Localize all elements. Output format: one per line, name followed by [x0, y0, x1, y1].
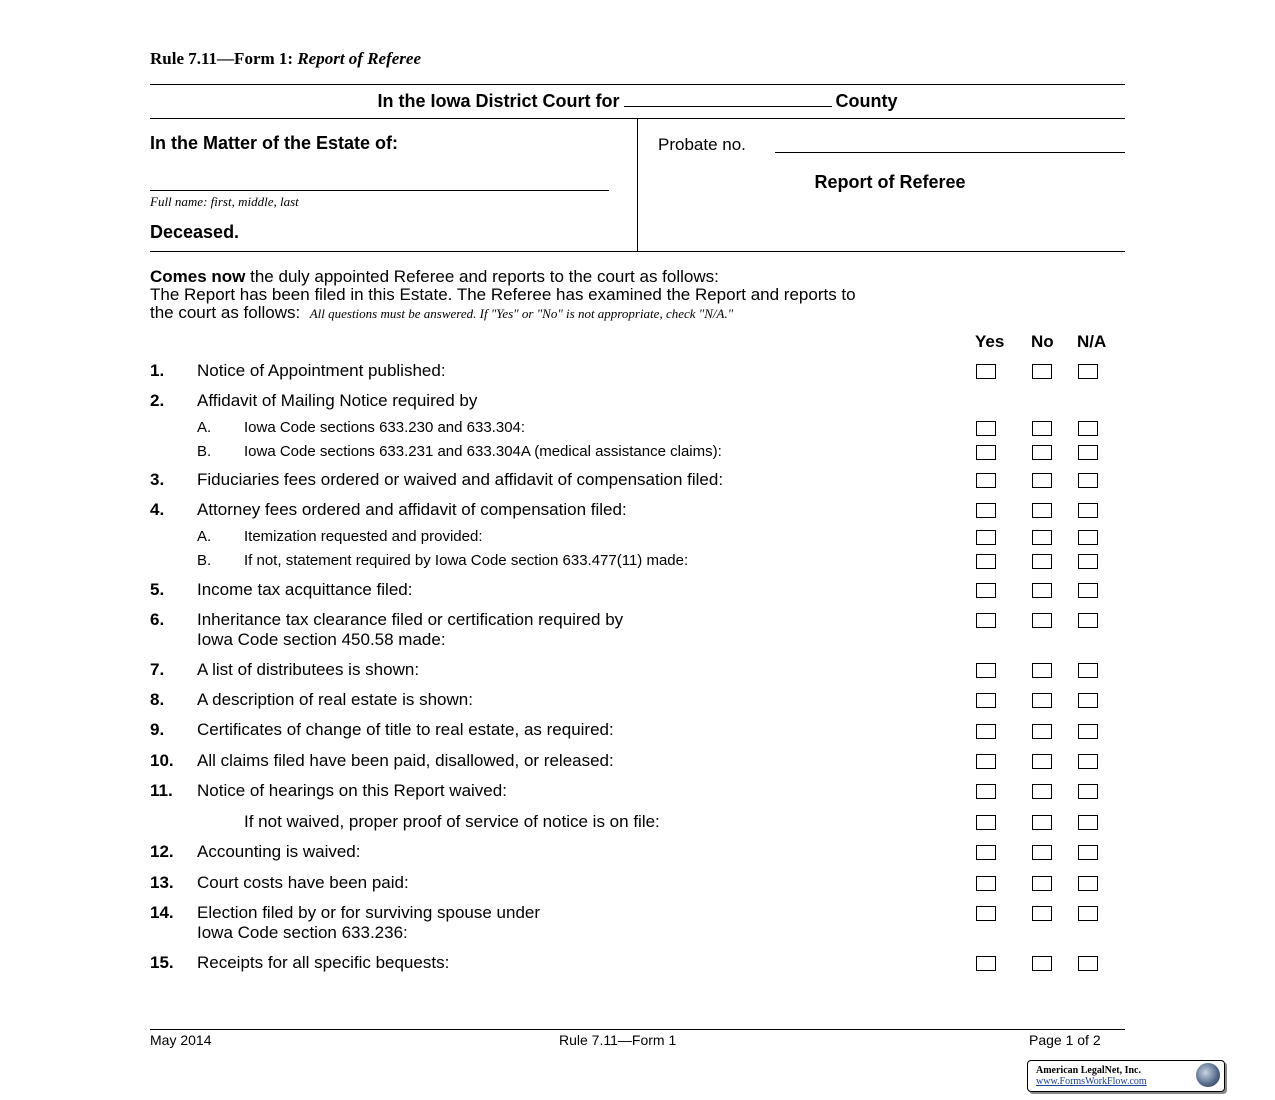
item-4b-yes-checkbox[interactable] — [976, 554, 996, 569]
item-2b-label: B. — [197, 443, 212, 460]
item-11-sub-yes-checkbox[interactable] — [976, 815, 996, 830]
item-6-na-checkbox[interactable] — [1078, 613, 1098, 628]
footer-rule — [150, 1029, 1125, 1030]
item-10-number: 10. — [150, 751, 174, 770]
footer-form: Rule 7.11—Form 1 — [559, 1032, 677, 1048]
item-8-na-checkbox[interactable] — [1078, 693, 1098, 708]
caption-bottom-rule — [150, 251, 1125, 252]
court-post: County — [835, 91, 898, 111]
item-2b-no-checkbox[interactable] — [1032, 445, 1052, 460]
item-6-line-2: Iowa Code section 450.58 made: — [197, 630, 446, 649]
report-title: Report of Referee — [814, 172, 966, 192]
item-1-yes-checkbox[interactable] — [976, 364, 996, 379]
item-9-text: Certificates of change of title to real estate, as required: — [197, 720, 614, 739]
item-13-number: 13. — [150, 873, 174, 892]
column-na: N/A — [1077, 332, 1107, 351]
item-4b-na-checkbox[interactable] — [1078, 554, 1098, 569]
item-5-yes-checkbox[interactable] — [976, 583, 996, 598]
column-yes: Yes — [975, 332, 1005, 351]
item-6-line-1: Inheritance tax clearance filed or certification required by — [197, 610, 624, 629]
item-3-no-checkbox[interactable] — [1032, 473, 1052, 488]
item-6-text — [197, 610, 623, 650]
item-2a-na-checkbox[interactable] — [1078, 421, 1098, 436]
rule-title-italic: Report of Referee — [297, 49, 422, 68]
item-13-yes-checkbox[interactable] — [976, 876, 996, 891]
intro-note: All questions must be answered. If "Yes" or "No" is not appropriate, check "N/A." — [309, 306, 734, 321]
item-4-text: Attorney fees ordered and affidavit of compensation filed: — [197, 500, 627, 519]
rule-title-bold: Rule 7.11—Form 1: — [150, 49, 298, 68]
item-2a-label: A. — [197, 419, 212, 436]
item-5-na-checkbox[interactable] — [1078, 583, 1098, 598]
item-11-sub-na-checkbox[interactable] — [1078, 815, 1098, 830]
item-12-no-checkbox[interactable] — [1032, 845, 1052, 860]
item-15-text: Receipts for all specific bequests: — [197, 953, 450, 972]
item-14-text — [197, 903, 540, 943]
globe-icon — [1196, 1063, 1220, 1087]
item-1-text: Notice of Appointment published: — [197, 361, 446, 380]
item-8-number: 8. — [150, 690, 165, 709]
item-11-no-checkbox[interactable] — [1032, 784, 1052, 799]
item-15-na-checkbox[interactable] — [1078, 956, 1098, 971]
intro-line-1 — [150, 268, 1130, 286]
item-4-no-checkbox[interactable] — [1032, 503, 1052, 518]
item-4-yes-checkbox[interactable] — [976, 503, 996, 518]
american-legalnet-logo[interactable] — [1027, 1060, 1225, 1092]
item-14-na-checkbox[interactable] — [1078, 906, 1098, 921]
intro-line-1-rest: the duly appointed Referee and reports to the court as follows: — [245, 267, 719, 286]
footer-date: May 2014 — [150, 1032, 212, 1048]
item-5-no-checkbox[interactable] — [1032, 583, 1052, 598]
column-no: No — [1031, 332, 1054, 351]
footer-page: Page 1 of 2 — [1029, 1032, 1101, 1048]
item-9-no-checkbox[interactable] — [1032, 724, 1052, 739]
item-15-yes-checkbox[interactable] — [976, 956, 996, 971]
item-13-no-checkbox[interactable] — [1032, 876, 1052, 891]
item-14-line-2: Iowa Code section 633.236: — [197, 923, 408, 942]
item-4a-yes-checkbox[interactable] — [976, 530, 996, 545]
item-2-text: Affidavit of Mailing Notice required by — [197, 391, 478, 410]
item-1-na-checkbox[interactable] — [1078, 364, 1098, 379]
item-10-text: All claims filed have been paid, disallowed, or released: — [197, 751, 614, 770]
item-12-text: Accounting is waived: — [197, 842, 361, 861]
logo-name: American LegalNet, Inc. — [1036, 1065, 1141, 1076]
item-2a-no-checkbox[interactable] — [1032, 421, 1052, 436]
deceased-label: Deceased. — [150, 222, 240, 242]
item-11-sub-no-checkbox[interactable] — [1032, 815, 1052, 830]
item-10-no-checkbox[interactable] — [1032, 754, 1052, 769]
item-4a-no-checkbox[interactable] — [1032, 530, 1052, 545]
court-pre: In the Iowa District Court for — [377, 91, 620, 111]
item-9-na-checkbox[interactable] — [1078, 724, 1098, 739]
item-11-text: Notice of hearings on this Report waived: — [197, 781, 507, 800]
item-10-yes-checkbox[interactable] — [976, 754, 996, 769]
intro-text — [150, 268, 1130, 323]
item-14-number: 14. — [150, 903, 174, 922]
intro-line-2: The Report has been filed in this Estate. The Referee has examined the Report and reports to — [150, 285, 856, 304]
item-8-text: A description of real estate is shown: — [197, 690, 473, 709]
item-7-number: 7. — [150, 660, 165, 679]
item-14-yes-checkbox[interactable] — [976, 906, 996, 921]
item-6-number: 6. — [150, 610, 165, 629]
item-15-no-checkbox[interactable] — [1032, 956, 1052, 971]
rule-title — [150, 49, 421, 69]
comes-now: Comes now — [150, 267, 246, 286]
item-11-number: 11. — [150, 781, 173, 800]
intro-line-3 — [150, 304, 1130, 323]
item-4b-label: B. — [197, 552, 212, 569]
item-13-text: Court costs have been paid: — [197, 873, 409, 892]
item-11-sub-text: If not waived, proper proof of service of notice is on file: — [244, 812, 660, 831]
item-6-yes-checkbox[interactable] — [976, 613, 996, 628]
item-4b-no-checkbox[interactable] — [1032, 554, 1052, 569]
estate-matter-label: In the Matter of the Estate of: — [150, 133, 399, 153]
item-7-na-checkbox[interactable] — [1078, 663, 1098, 678]
item-7-yes-checkbox[interactable] — [976, 663, 996, 678]
item-11-yes-checkbox[interactable] — [976, 784, 996, 799]
item-14-line-1: Election filed by or for surviving spouse under — [197, 903, 541, 922]
item-6-no-checkbox[interactable] — [1032, 613, 1052, 628]
item-2-number: 2. — [150, 391, 165, 410]
intro-line-3-text: the court as follows: — [150, 303, 301, 322]
item-3-na-checkbox[interactable] — [1078, 473, 1098, 488]
item-12-yes-checkbox[interactable] — [976, 845, 996, 860]
top-rule — [150, 84, 1125, 85]
item-2b-text: Iowa Code sections 633.231 and 633.304A (medical assistance claims): — [244, 443, 722, 460]
fullname-hint: Full name: first, middle, last — [150, 194, 299, 209]
item-9-number: 9. — [150, 720, 165, 739]
item-5-number: 5. — [150, 580, 165, 599]
probate-label: Probate no. — [658, 135, 746, 154]
caption-divider — [637, 118, 638, 251]
item-4a-label: A. — [197, 528, 212, 545]
item-2b-yes-checkbox[interactable] — [976, 445, 996, 460]
item-7-no-checkbox[interactable] — [1032, 663, 1052, 678]
item-4-na-checkbox[interactable] — [1078, 503, 1098, 518]
item-1-no-checkbox[interactable] — [1032, 364, 1052, 379]
item-2b-na-checkbox[interactable] — [1078, 445, 1098, 460]
item-10-na-checkbox[interactable] — [1078, 754, 1098, 769]
item-8-no-checkbox[interactable] — [1032, 693, 1052, 708]
item-4a-text: Itemization requested and provided: — [244, 528, 483, 545]
item-2a-yes-checkbox[interactable] — [976, 421, 996, 436]
item-9-yes-checkbox[interactable] — [976, 724, 996, 739]
item-5-text: Income tax acquittance filed: — [197, 580, 413, 599]
court-heading — [150, 91, 1125, 112]
item-12-number: 12. — [150, 842, 174, 861]
item-14-no-checkbox[interactable] — [1032, 906, 1052, 921]
item-3-yes-checkbox[interactable] — [976, 473, 996, 488]
item-7-text: A list of distributees is shown: — [197, 660, 420, 679]
item-3-number: 3. — [150, 470, 165, 489]
item-3-text: Fiduciaries fees ordered or waived and affidavit of compensation filed: — [197, 470, 724, 489]
item-11-na-checkbox[interactable] — [1078, 784, 1098, 799]
logo-url[interactable]: www.FormsWorkFlow.com — [1036, 1076, 1147, 1087]
probate-number-line[interactable] — [775, 152, 1125, 153]
item-4a-na-checkbox[interactable] — [1078, 530, 1098, 545]
decedent-name-line[interactable] — [150, 190, 609, 191]
item-2a-text: Iowa Code sections 633.230 and 633.304: — [244, 419, 526, 436]
item-8-yes-checkbox[interactable] — [976, 693, 996, 708]
item-4-number: 4. — [150, 500, 165, 519]
item-15-number: 15. — [150, 953, 174, 972]
item-13-na-checkbox[interactable] — [1078, 876, 1098, 891]
item-12-na-checkbox[interactable] — [1078, 845, 1098, 860]
county-blank[interactable] — [624, 92, 832, 107]
item-4b-text: If not, statement required by Iowa Code section 633.477(11) made: — [244, 552, 689, 569]
item-1-number: 1. — [150, 361, 165, 380]
